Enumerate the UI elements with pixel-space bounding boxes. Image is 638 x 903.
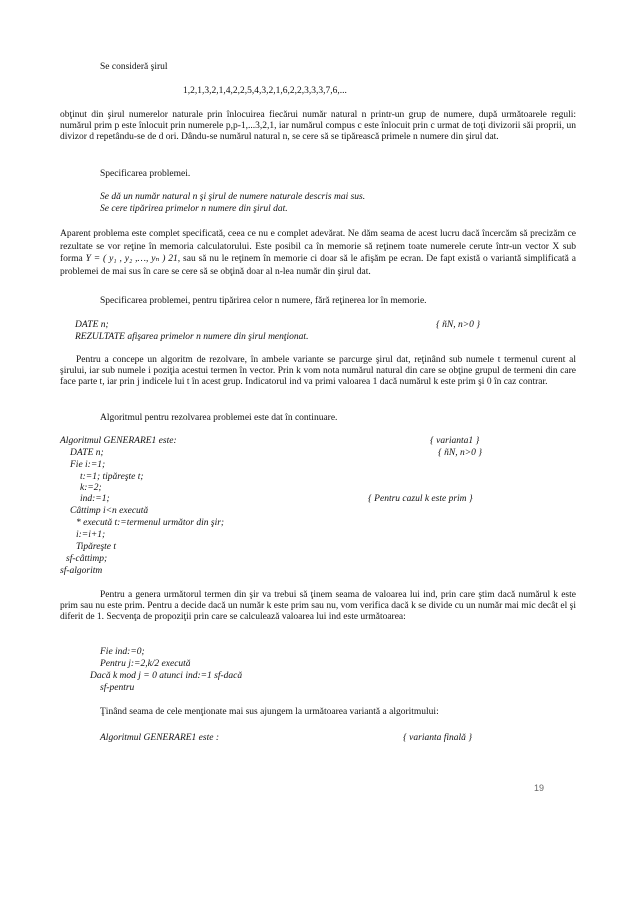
algo-line-3: t:=1; tipăreşte t; — [80, 472, 144, 482]
spec-line-2: Se cere tipărirea primelor n numere din şirul dat. — [100, 204, 288, 214]
paragraph-3: Pentru a concepe un algoritm de rezolvare, în ambele variante se parcurge şirul dat, reţinând sub numele t termenul curent al şirului, iar sub numele i poziţia acestui termen în vector. Prin k vom nota numărul natural din care se obţine grupul de termeni din care face parte t, iar prin j indicele lui t în acest grup. Indicatorul ind va primi valoarea 1 dacă numărul k este prim şi 0 în caz contrar. — [60, 355, 576, 387]
sequence-text: 1,2,1,3,2,1,4,2,2,5,4,3,2,1,6,2,2,3,3,3,7,6,... — [183, 86, 347, 96]
seq-line-1: Fie ind:=0; — [100, 647, 145, 657]
paragraph-4: Pentru a genera următorul termen din şir va trebui să ţinem seama de valoarea lui ind, prin care ştim dacă numărul k este prim sau nu este prim. Pentru a decide dacă un număr k este prim sau nu, vom verifica dacă k se divide cu un număr mai mic decât el şi diferit de 1. Secvenţa de propoziţii prin care se calculează valoarea lui ind este următoarea: — [60, 590, 576, 622]
algo-line-1: DATE n; — [70, 448, 104, 458]
algo-line-9: Tipăreşte t — [76, 542, 117, 552]
date-condition: { ñN, n>0 } — [436, 320, 481, 330]
paragraph-2 — [60, 228, 576, 278]
algo-line-7: * execută t:=termenul următor din şir; — [76, 518, 225, 528]
algo-line-11: sf-algoritm — [60, 566, 103, 576]
spec-line-1: Se dă un număr natural n şi şirul de numere naturale descris mai sus. — [100, 192, 366, 202]
date-line: DATE n; — [75, 320, 109, 330]
algo-line-8: i:=i+1; — [76, 530, 106, 540]
spec-title: Specificarea problemei. — [100, 169, 191, 179]
algo-header: Algoritmul GENERARE1 este: — [60, 436, 177, 446]
paragraph-1: obţinut din şirul numerelor naturale prin înlocuirea fiecărui număr natural n printr-un grup de numere, după următoarele reguli: numărul prim p este înlocuit prin numerele p,p-1,...3,2,1, iar numărul compus c este înlocuit prin c urmat de toţi divizorii săi proprii, un divizor d repetându-se de d ori. Dându-se numărul natural n, se cere să se tipărească primele n numere din şirul dat. — [60, 110, 576, 142]
paragraph-2-end: , sau să nu le reţinem în memorie ci doar să le afişăm pe ecran. De fapt există o variantă simplificată a problemei de mai sus în care se cere să se obţină doar al n-lea număr din şirul dat. — [60, 254, 577, 277]
seq-line-4: sf-pentru — [100, 683, 135, 693]
page-number: 19 — [534, 783, 545, 793]
algo-line-1-comment: { ñN, n>0 } — [438, 448, 483, 458]
intro-text: Se consideră şirul — [100, 62, 168, 72]
algo-line-6: Câttimp i<n execută — [70, 506, 149, 516]
seq-line-2: Pentru j:=2,k/2 execută — [100, 659, 191, 669]
vector-formula: Y = ( y₁ , y₂ ,…, yₙ ) 21 — [85, 254, 178, 264]
paragraph-2-start: Aparent problema este complet specificată, ceea ce nu e complet adevărat. Ne dăm seama de acest lucru dacă încercăm să precizăm ce rezultate se vor reţine în memoria calculatorului. Este posibil ca în memorie să reţinem toate numerele cerute într-un vector X sub forma — [60, 229, 576, 264]
algo-header-comment: { varianta1 } — [430, 436, 480, 446]
algo-line-5: ind:=1; — [80, 494, 110, 504]
spec-2: Specificarea problemei, pentru tipărirea celor n numere, fără reţinerea lor în memorie. — [100, 296, 427, 306]
algo-line-4: k:=2; — [80, 483, 102, 493]
algo-line-10: sf-câttimp; — [66, 554, 108, 564]
seq-line-3: Dacă k mod j = 0 atunci ind:=1 sf-dacă — [90, 671, 243, 681]
algo-line-2: Fie i:=1; — [70, 460, 106, 470]
final-header: Algoritmul GENERARE1 este : — [100, 733, 219, 743]
paragraph-5: Ţinând seama de cele menţionate mai sus ajungem la următoarea variantă a algoritmului: — [100, 707, 439, 717]
final-comment: { varianta finală } — [403, 733, 473, 743]
algo-line-5-comment: { Pentru cazul k este prim } — [368, 494, 473, 504]
rezultate-line: REZULTATE afişarea primelor n numere din şirul menţionat. — [75, 332, 309, 342]
algo-intro: Algoritmul pentru rezolvarea problemei este dat în continuare. — [100, 413, 338, 423]
